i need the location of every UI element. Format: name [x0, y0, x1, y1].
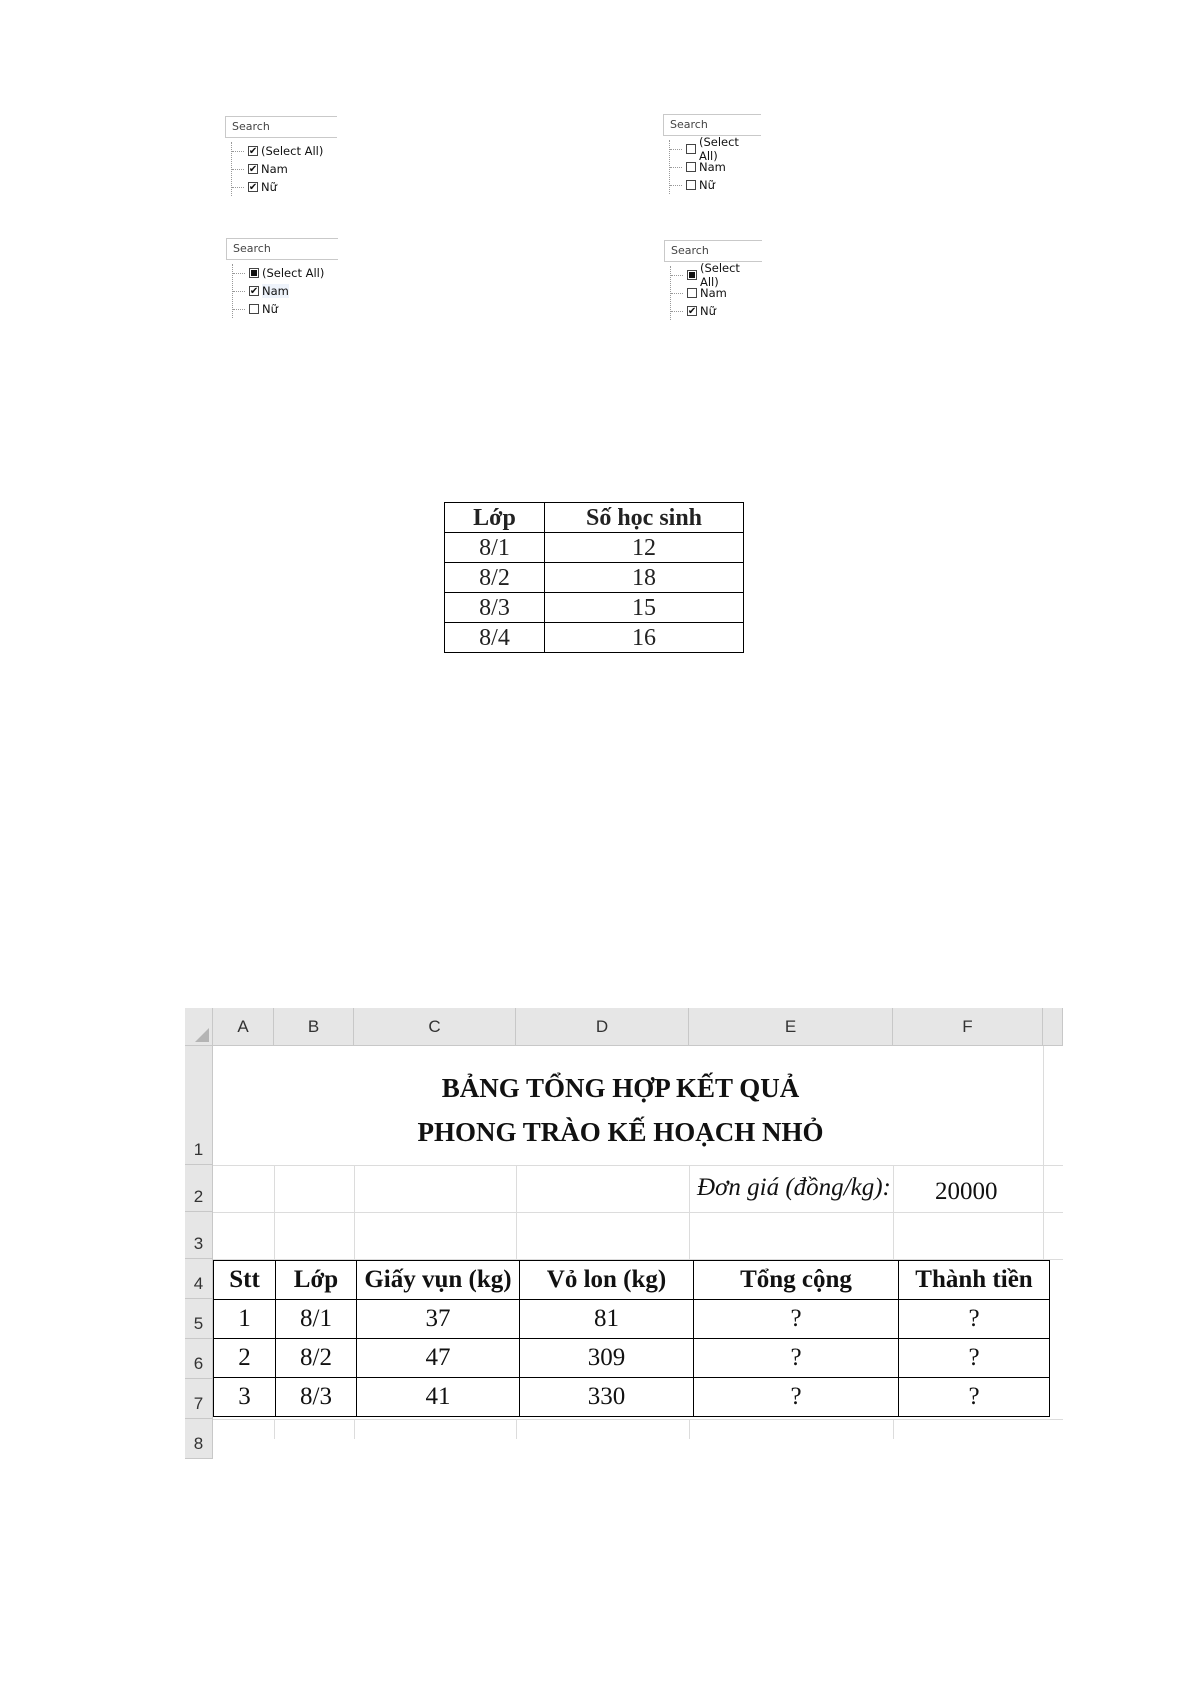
filter-item-select-all[interactable]	[687, 261, 762, 289]
gridline	[689, 1419, 690, 1439]
filter-item-nam[interactable]	[248, 160, 337, 178]
gridline	[516, 1165, 517, 1260]
filter-item-nu[interactable]	[687, 302, 762, 320]
filter-item-label: (Select All)	[261, 144, 324, 158]
checkbox-icon[interactable]: ✔	[248, 181, 258, 193]
table-cell: 8/4	[445, 623, 545, 653]
table-header[interactable]: Thành tiền	[899, 1261, 1050, 1300]
select-all-corner[interactable]	[185, 1008, 213, 1046]
table-cell: 12	[545, 533, 744, 563]
gridline	[213, 1165, 1063, 1166]
table-cell[interactable]: 309	[520, 1339, 694, 1378]
checkbox-icon[interactable]: ✔	[687, 305, 697, 317]
gridline	[689, 1165, 690, 1260]
table-cell[interactable]: 1	[214, 1300, 276, 1339]
filter-panel-1	[225, 116, 337, 196]
filter-item-label: Nam	[261, 162, 288, 176]
filter-panel-4	[664, 240, 762, 320]
table-header[interactable]: Tổng cộng	[694, 1261, 899, 1300]
column-header-c[interactable]: C	[354, 1008, 516, 1046]
checkbox-icon[interactable]	[687, 288, 697, 298]
gridline	[893, 1165, 894, 1260]
search-input[interactable]: Search	[663, 114, 761, 136]
filter-list	[670, 261, 762, 320]
filter-item-nam[interactable]	[686, 158, 761, 176]
column-header-d[interactable]: D	[516, 1008, 689, 1046]
table-cell[interactable]: ?	[694, 1378, 899, 1417]
table-cell[interactable]: 47	[357, 1339, 520, 1378]
table-header[interactable]: Stt	[214, 1261, 276, 1300]
column-header-b[interactable]: B	[274, 1008, 354, 1046]
checkbox-icon[interactable]	[249, 304, 259, 314]
filter-panel-2	[663, 114, 761, 194]
table-row	[214, 1378, 1050, 1417]
table-cell[interactable]: 8/1	[276, 1300, 357, 1339]
table-header-row	[214, 1261, 1050, 1300]
table-header-row	[445, 503, 744, 533]
filter-item-label: Nữ	[262, 302, 278, 316]
table-row	[445, 623, 744, 653]
table-cell[interactable]: ?	[899, 1300, 1050, 1339]
checkbox-icon[interactable]	[687, 270, 697, 280]
row-header-1[interactable]: 1	[185, 1046, 213, 1165]
unit-price-label: Đơn giá (đồng/kg):	[697, 1174, 891, 1201]
table-cell[interactable]: 81	[520, 1300, 694, 1339]
checkbox-icon[interactable]: ✔	[248, 163, 258, 175]
table-cell: 8/1	[445, 533, 545, 563]
filter-item-label: Nữ	[700, 304, 716, 318]
search-input[interactable]: Search	[225, 116, 337, 138]
table-cell: 16	[545, 623, 744, 653]
gridline	[354, 1419, 355, 1439]
row-header-4[interactable]: 4	[185, 1259, 213, 1299]
filter-item-label: (Select All)	[262, 266, 325, 280]
table-header[interactable]: Lớp	[276, 1261, 357, 1300]
filter-item-label: Nữ	[699, 178, 715, 192]
checkbox-icon[interactable]: ✔	[248, 145, 258, 157]
filter-item-label: Nam	[262, 284, 289, 298]
table-cell[interactable]: 2	[214, 1339, 276, 1378]
table-cell[interactable]: 3	[214, 1378, 276, 1417]
gridline	[213, 1212, 1063, 1213]
table-header: Lớp	[445, 503, 545, 533]
table-cell[interactable]: 8/2	[276, 1339, 357, 1378]
table-cell: 15	[545, 593, 744, 623]
table-header: Số học sinh	[545, 503, 744, 533]
gridline	[213, 1419, 1063, 1420]
column-header-e[interactable]: E	[689, 1008, 893, 1046]
sheet-title-line2: PHONG TRÀO KẾ HOẠCH NHỎ	[417, 1117, 824, 1147]
table-cell: 8/2	[445, 563, 545, 593]
filter-item-nu[interactable]	[248, 178, 337, 196]
gridline	[274, 1165, 275, 1260]
row-header-5[interactable]: 5	[185, 1299, 213, 1339]
filter-panel-3	[226, 238, 338, 318]
search-input[interactable]: Search	[664, 240, 762, 262]
filter-item-nu[interactable]	[686, 176, 761, 194]
table-cell[interactable]: ?	[899, 1339, 1050, 1378]
table-row	[445, 563, 744, 593]
filter-item-label: (Select All)	[699, 261, 740, 289]
checkbox-icon[interactable]	[249, 268, 259, 278]
filter-list	[232, 264, 338, 318]
table-cell: 18	[545, 563, 744, 593]
checkbox-icon[interactable]: ✔	[249, 285, 259, 297]
filter-item-select-all[interactable]	[249, 264, 338, 282]
row-header-3[interactable]: 3	[185, 1212, 213, 1259]
row-header-8[interactable]: 8	[185, 1419, 213, 1459]
gridline	[516, 1419, 517, 1439]
filter-item-label: Nam	[700, 286, 727, 300]
gridline	[893, 1419, 894, 1439]
spreadsheet	[185, 1008, 1058, 1453]
filter-item-nu[interactable]	[249, 300, 338, 318]
table-cell[interactable]: ?	[694, 1300, 899, 1339]
table-cell[interactable]: ?	[694, 1339, 899, 1378]
results-table	[213, 1260, 1050, 1417]
filter-item-label: Nữ	[261, 180, 277, 194]
filter-item-nam[interactable]	[249, 282, 338, 300]
table-cell[interactable]: 41	[357, 1378, 520, 1417]
table-row	[445, 593, 744, 623]
checkbox-icon[interactable]	[686, 180, 696, 190]
gridline	[274, 1419, 275, 1439]
table-row	[445, 533, 744, 563]
filter-item-select-all[interactable]	[686, 135, 761, 163]
row-header-2[interactable]: 2	[185, 1165, 213, 1212]
filter-list	[231, 142, 337, 196]
search-input[interactable]: Search	[226, 238, 338, 260]
checkbox-icon[interactable]	[686, 144, 696, 154]
filter-item-label: Nam	[699, 160, 726, 174]
table-row	[214, 1300, 1050, 1339]
filter-item-label: (Select All)	[698, 135, 739, 163]
filter-list	[669, 135, 761, 194]
table-header[interactable]: Giấy vụn (kg)	[357, 1261, 520, 1300]
filter-item-select-all[interactable]	[248, 142, 337, 160]
table-cell[interactable]: 330	[520, 1378, 694, 1417]
filter-item-nam[interactable]	[687, 284, 762, 302]
gridline	[354, 1165, 355, 1260]
table-cell[interactable]: 37	[357, 1300, 520, 1339]
sheet-title-line1: BẢNG TỔNG HỢP KẾT QUẢ	[441, 1073, 800, 1103]
column-header-f[interactable]: F	[893, 1008, 1043, 1046]
row-header-6[interactable]: 6	[185, 1339, 213, 1379]
table-cell[interactable]: ?	[899, 1378, 1050, 1417]
gridline	[1043, 1046, 1044, 1261]
unit-price-value[interactable]: 20000	[935, 1178, 998, 1205]
table-cell[interactable]: 8/3	[276, 1378, 357, 1417]
table-header[interactable]: Vỏ lon (kg)	[520, 1261, 694, 1300]
column-header-g[interactable]	[1043, 1008, 1063, 1046]
column-header-a[interactable]: A	[213, 1008, 274, 1046]
class-student-table	[444, 502, 744, 653]
table-row	[214, 1339, 1050, 1378]
row-header-7[interactable]: 7	[185, 1379, 213, 1419]
table-cell: 8/3	[445, 593, 545, 623]
checkbox-icon[interactable]	[686, 162, 696, 172]
